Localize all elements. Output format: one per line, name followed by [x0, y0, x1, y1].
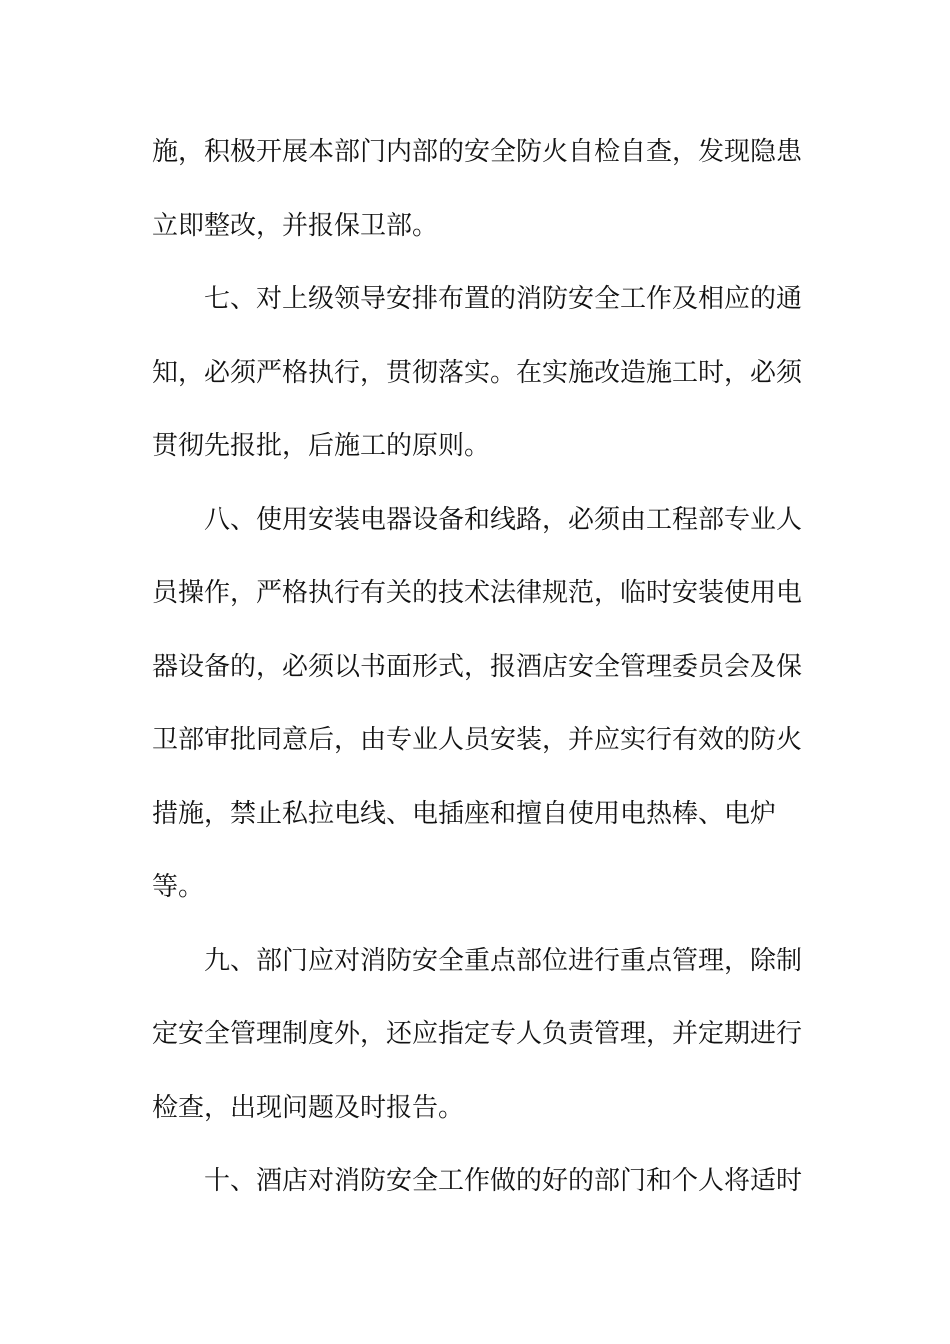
paragraph-start-line: 九、部门应对消防安全重点部位进行重点管理，除制	[204, 945, 803, 976]
text-line: 贯彻先报批，后施工的原则。	[152, 431, 491, 461]
paragraph-start-line: 七、对上级领导安排布置的消防安全工作及相应的通	[204, 284, 803, 314]
paragraph-start-line: 十、酒店对消防安全工作做的好的部门和个人将适时	[204, 1166, 803, 1196]
text-line: 器设备的，必须以书面形式，报酒店安全管理委员会及保	[152, 651, 803, 682]
text-line: 知，必须严格执行，贯彻落实。在实施改造施工时，必须	[152, 357, 803, 388]
text-line: 等。	[152, 872, 205, 902]
text-line: 卫部审批同意后，由专业人员安装，并应实行有效的防火	[152, 725, 803, 755]
document-body	[152, 124, 802, 1227]
text-line: 施，积极开展本部门内部的安全防火自检自查，发现隐患	[152, 137, 803, 167]
paragraph-start-line: 八、使用安装电器设备和线路，必须由工程部专业人	[204, 504, 803, 535]
text-line: 员操作，严格执行有关的技术法律规范，临时安装使用电	[152, 578, 803, 608]
text-line: 措施，禁止私拉电线、电插座和擅自使用电热棒、电炉	[152, 798, 777, 829]
text-line: 立即整改，并报保卫部。	[152, 210, 439, 241]
text-line: 定安全管理制度外，还应指定专人负责管理，并定期进行	[152, 1019, 803, 1049]
text-line: 检查，出现问题及时报告。	[152, 1092, 465, 1123]
